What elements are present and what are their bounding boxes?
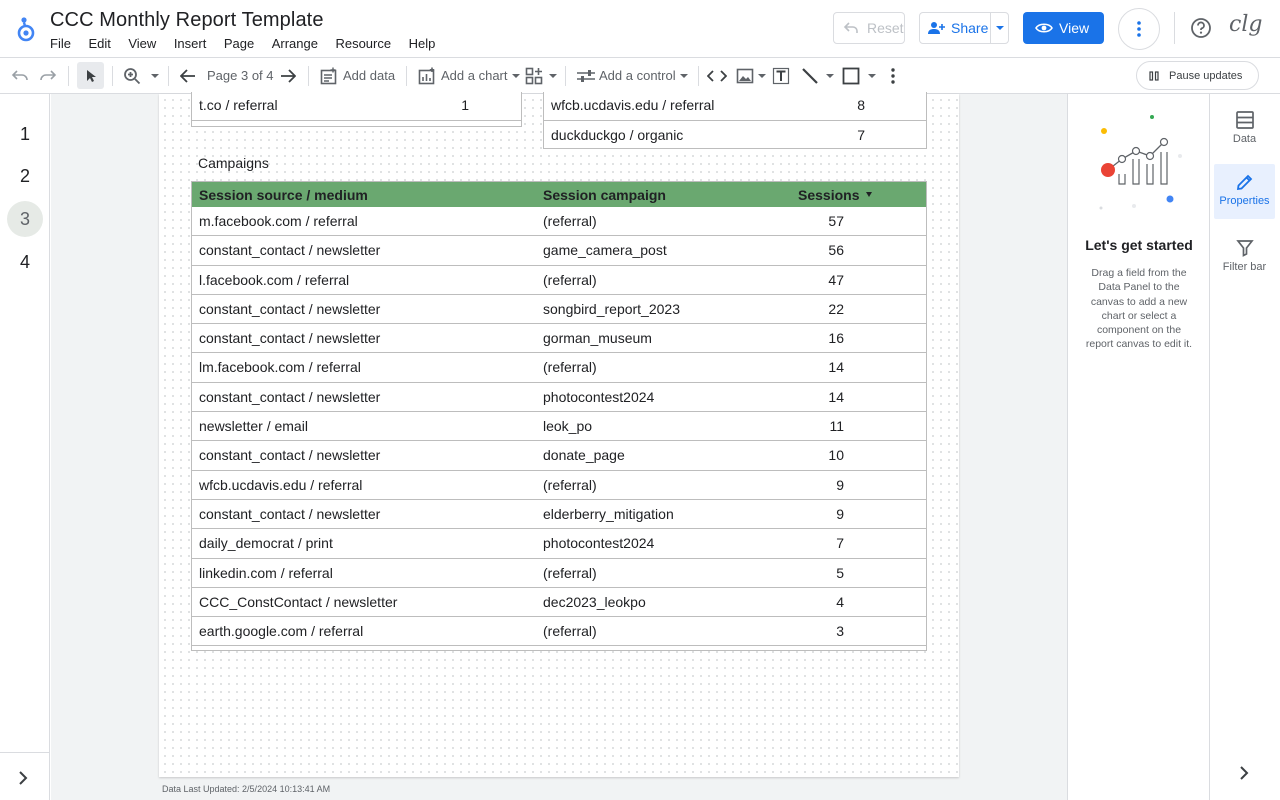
caret-down-icon <box>996 26 1004 30</box>
toolbar-divider <box>112 66 113 86</box>
table-cell-source: newsletter / email <box>199 418 308 435</box>
table-cell-source: constant_contact / newsletter <box>199 330 381 347</box>
table-cell-sessions: 56 <box>828 242 844 259</box>
menu-page[interactable]: Page <box>223 36 255 51</box>
table-cell-sessions: 8 <box>857 97 865 113</box>
table-row[interactable] <box>192 295 926 324</box>
table-cell-source: constant_contact / newsletter <box>199 242 381 259</box>
help-icon[interactable] <box>1190 17 1212 39</box>
line-icon <box>801 67 819 85</box>
table-cell-source: wfcb.ucdavis.edu / referral <box>199 476 363 493</box>
table-row[interactable] <box>192 559 926 588</box>
expand-panel-chevron-icon[interactable] <box>1239 766 1249 780</box>
side-tab-bar <box>1210 94 1280 800</box>
table-cell-campaign: (referral) <box>543 271 597 288</box>
tab-properties[interactable] <box>1214 164 1275 219</box>
undo-arrow-icon <box>843 21 859 35</box>
table-cell-sessions: 22 <box>828 300 844 317</box>
image-button[interactable] <box>736 58 766 93</box>
table-cell-campaign: (referral) <box>543 564 597 581</box>
reset-button[interactable] <box>833 12 905 44</box>
vertical-dots-icon <box>1137 21 1141 37</box>
add-chart-icon <box>418 67 436 85</box>
share-label: Share <box>951 20 989 36</box>
add-chart-label: Add a chart <box>441 68 508 83</box>
get-started-illustration-icon <box>1097 114 1183 214</box>
redo-icon[interactable] <box>39 58 57 93</box>
select-tool-button[interactable] <box>77 62 104 89</box>
table-cell-source: CCC_ConstContact / newsletter <box>199 593 398 610</box>
zoom-button[interactable] <box>123 58 159 93</box>
table-row[interactable] <box>192 207 926 236</box>
last-updated-text: Data Last Updated: 2/5/2024 10:13:41 AM <box>162 784 331 794</box>
menu-bar <box>50 36 453 51</box>
table-cell-campaign: (referral) <box>543 476 597 493</box>
column-header-campaign[interactable]: Session campaign <box>543 187 666 203</box>
table-cell-source: constant_contact / newsletter <box>199 300 381 317</box>
filter-icon <box>1235 238 1255 258</box>
menu-insert[interactable]: Insert <box>173 36 207 51</box>
eye-icon <box>1035 22 1053 34</box>
image-icon <box>736 68 754 84</box>
tab-data[interactable] <box>1214 102 1275 157</box>
table-row[interactable] <box>192 324 926 353</box>
source-table-left[interactable] <box>191 92 522 127</box>
header-divider <box>1174 12 1175 44</box>
toolbar-divider <box>68 66 69 86</box>
table-row[interactable] <box>192 588 926 617</box>
zoom-in-icon <box>123 67 141 85</box>
campaigns-section-title: Campaigns <box>198 155 269 171</box>
caret-down-icon <box>758 74 766 78</box>
table-cell-sessions: 7 <box>836 535 844 552</box>
looker-studio-logo-icon[interactable] <box>16 14 40 42</box>
community-visualizations-button[interactable] <box>525 58 557 93</box>
table-row[interactable] <box>192 617 926 646</box>
table-cell-campaign: photocontest2024 <box>543 535 655 552</box>
table-cell-sessions: 14 <box>828 359 844 376</box>
table-cell-sessions: 4 <box>836 593 844 610</box>
table-row[interactable] <box>192 471 926 500</box>
table-cell-campaign: game_camera_post <box>543 242 667 259</box>
caret-down-icon <box>512 74 520 78</box>
campaigns-table[interactable] <box>191 181 927 651</box>
add-data-label: Add data <box>343 68 396 83</box>
tab-filter-bar[interactable] <box>1214 230 1275 285</box>
previous-page-arrow-icon[interactable] <box>180 58 196 93</box>
table-cell-sessions: 11 <box>829 418 844 435</box>
table-body <box>192 207 926 646</box>
table-cell-campaign: (referral) <box>543 359 597 376</box>
table-cell-source: constant_contact / newsletter <box>199 447 381 464</box>
menu-edit[interactable]: Edit <box>88 36 111 51</box>
table-cell-campaign: (referral) <box>543 213 597 229</box>
source-table-right[interactable] <box>543 92 927 149</box>
table-cell-campaign: gorman_museum <box>543 330 652 347</box>
add-chart-button[interactable] <box>418 58 520 93</box>
add-control-icon <box>576 68 596 84</box>
share-button[interactable] <box>919 12 991 44</box>
toolbar <box>0 57 1280 94</box>
table-cell-source: earth.google.com / referral <box>199 623 364 640</box>
toolbar-divider <box>698 66 699 86</box>
pause-updates-label: Pause updates <box>1169 69 1243 82</box>
table-cell-sessions: 5 <box>836 564 844 581</box>
table-row[interactable] <box>192 92 521 121</box>
page-indicator: Page 3 of 4 <box>207 68 274 83</box>
tab-data-label: Data <box>1232 133 1257 145</box>
pencil-icon <box>1235 172 1255 192</box>
table-cell-source: l.facebook.com / referral <box>199 271 350 288</box>
toolbar-divider <box>406 66 407 86</box>
table-row[interactable] <box>192 236 926 265</box>
more-options-button[interactable] <box>1118 8 1160 50</box>
tab-properties-label: Properties <box>1219 195 1270 207</box>
line-button[interactable] <box>801 58 834 93</box>
get-started-title: Let's get started <box>1085 237 1193 253</box>
table-cell-sessions: 9 <box>836 505 844 522</box>
report-title[interactable]: CCC Monthly Report Template <box>50 9 324 31</box>
page-thumb-4[interactable]: 4 <box>19 251 30 272</box>
more-tools-icon[interactable] <box>891 58 895 93</box>
view-label: View <box>1059 20 1090 36</box>
shape-button[interactable] <box>842 58 876 93</box>
caret-down-icon <box>868 74 876 78</box>
embed-code-icon[interactable] <box>707 58 727 93</box>
data-icon <box>1235 110 1255 130</box>
page-thumb-1[interactable]: 1 <box>19 123 30 144</box>
toolbar-divider <box>565 66 566 86</box>
table-cell-source: m.facebook.com / referral <box>199 213 358 229</box>
page-thumb-3[interactable]: 3 <box>7 201 43 237</box>
menu-arrange[interactable]: Arrange <box>271 36 318 51</box>
rail-divider <box>0 752 50 753</box>
page-thumb-2[interactable]: 2 <box>19 165 30 186</box>
table-cell-campaign: dec2023_leokpo <box>543 593 646 610</box>
pause-icon <box>1149 71 1159 81</box>
table-cell-source: linkedin.com / referral <box>199 564 333 581</box>
add-data-button[interactable] <box>320 58 395 93</box>
table-cell-sessions: 16 <box>828 330 844 347</box>
table-row[interactable] <box>192 266 926 295</box>
table-cell-source: lm.facebook.com / referral <box>199 359 361 376</box>
menu-file[interactable]: File <box>50 36 71 51</box>
menu-view[interactable]: View <box>128 36 157 51</box>
share-options-dropdown[interactable] <box>990 12 1009 44</box>
properties-panel <box>1067 94 1210 800</box>
caret-down-icon <box>680 74 688 78</box>
column-header-sessions[interactable] <box>798 187 859 203</box>
table-row[interactable] <box>192 500 926 529</box>
table-row[interactable] <box>192 441 926 470</box>
table-row[interactable] <box>192 353 926 382</box>
report-page[interactable] <box>159 94 959 777</box>
top-bar <box>0 0 1280 57</box>
table-cell-sessions: 10 <box>828 447 844 464</box>
table-cell-source: wfcb.ucdavis.edu / referral <box>551 97 715 113</box>
report-canvas-area[interactable] <box>51 94 1067 800</box>
table-cell-source: constant_contact / newsletter <box>199 388 381 405</box>
table-row[interactable] <box>192 412 926 441</box>
table-cell-campaign: elderberry_mitigation <box>543 505 674 522</box>
pause-updates-button[interactable] <box>1136 61 1259 90</box>
column-header-sessions-label: Sessions <box>798 187 860 203</box>
table-cell-source: constant_contact / newsletter <box>199 505 381 522</box>
caret-down-icon <box>549 74 557 78</box>
table-cell-campaign: (referral) <box>543 623 597 640</box>
text-box-icon[interactable] <box>772 58 790 93</box>
toolbar-divider <box>308 66 309 86</box>
table-row[interactable] <box>192 529 926 558</box>
table-row[interactable] <box>544 121 926 149</box>
view-button[interactable] <box>1023 12 1104 44</box>
undo-icon[interactable] <box>11 58 29 93</box>
table-cell-sessions: 57 <box>828 213 844 229</box>
caret-down-icon <box>826 74 834 78</box>
add-person-icon <box>927 21 945 35</box>
table-cell-campaign: songbird_report_2023 <box>543 300 680 317</box>
avatar[interactable]: clg <box>1229 12 1263 37</box>
table-row[interactable] <box>192 383 926 412</box>
cursor-arrow-icon <box>85 69 97 83</box>
square-shape-icon <box>842 67 860 85</box>
add-data-icon <box>320 67 338 85</box>
table-cell-sessions: 14 <box>828 388 844 405</box>
table-cell-source: daily_democrat / print <box>199 535 333 552</box>
expand-pages-chevron-icon[interactable] <box>18 771 28 785</box>
components-grid-icon <box>525 67 545 85</box>
table-cell-source: t.co / referral <box>199 97 278 113</box>
table-cell-campaign: photocontest2024 <box>543 388 655 405</box>
next-page-arrow-icon[interactable] <box>280 58 296 93</box>
toolbar-divider <box>168 66 169 86</box>
table-cell-sessions: 1 <box>461 97 469 113</box>
table-cell-sessions: 9 <box>836 476 844 493</box>
menu-resource[interactable]: Resource <box>335 36 392 51</box>
table-cell-sessions: 7 <box>857 126 865 143</box>
table-cell-source: duckduckgo / organic <box>551 126 684 143</box>
column-header-source[interactable]: Session source / medium <box>199 187 368 203</box>
table-cell-sessions: 3 <box>836 623 844 640</box>
table-row[interactable] <box>544 92 926 121</box>
reset-label: Reset <box>867 20 904 36</box>
tab-filter-bar-label: Filter bar <box>1222 261 1267 273</box>
page-navigation-rail <box>0 94 50 800</box>
table-cell-campaign: donate_page <box>543 447 625 464</box>
table-cell-campaign: leok_po <box>543 418 593 435</box>
add-control-button[interactable] <box>576 58 688 93</box>
sort-descending-icon <box>866 192 872 197</box>
menu-help[interactable]: Help <box>408 36 436 51</box>
table-header-row <box>192 182 926 207</box>
caret-down-icon <box>151 74 159 78</box>
add-control-label: Add a control <box>599 68 676 83</box>
table-cell-sessions: 47 <box>828 271 844 288</box>
get-started-description: Drag a field from the Data Panel to the canvas to add a new chart or select a component on the report canvas to edit it. <box>1085 267 1193 351</box>
